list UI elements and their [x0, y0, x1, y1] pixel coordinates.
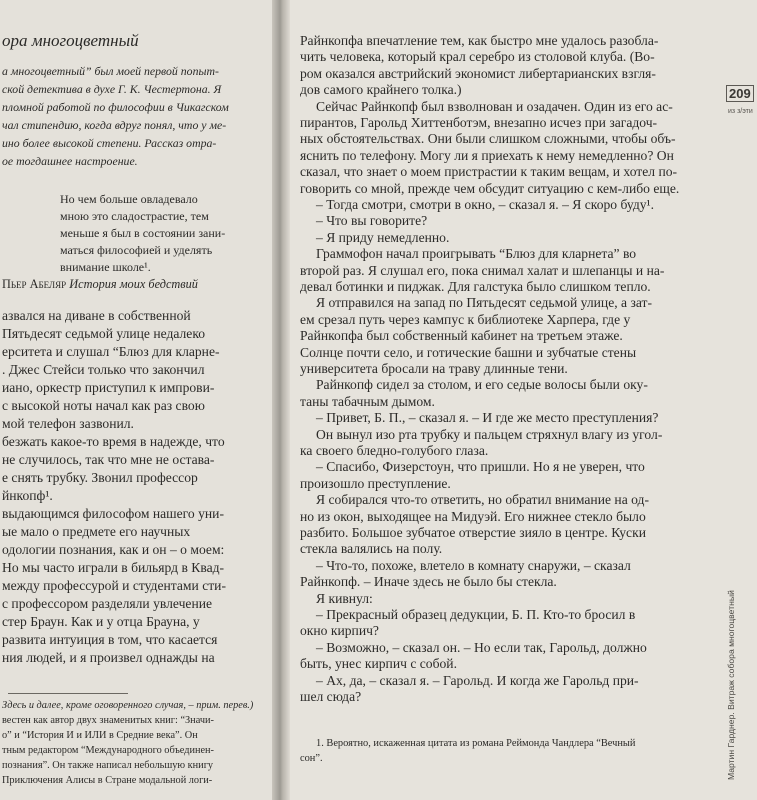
body-line: дов самого крайнего толка.)	[300, 82, 462, 98]
body-line: – Возможно, – сказал он. – Но если так, Гарольд, должно	[316, 639, 647, 655]
body-line: Но мы часто играли в бильярд в Квад-	[2, 560, 225, 575]
body-line: – Что-то, похоже, влетело в комнату снаружи, – сказал	[316, 557, 631, 573]
intro-line: ино более высокой степени. Рассказ отра-	[2, 136, 217, 150]
epigraph-source: История моих бедствий	[69, 277, 198, 291]
epigraph-line: Но чем больше овладевало	[60, 192, 198, 206]
body-line: – Спасибо, Физерстоун, что пришли. Но я не уверен, что	[316, 459, 645, 475]
body-line: ных обстоятельствах. Они были слишком сложными, чтобы объ-	[300, 131, 676, 147]
body-line: – Тогда смотри, смотри в окно, – сказал я. – Я скоро буду¹.	[316, 197, 655, 212]
body-line: таны табачным дымом.	[300, 393, 435, 409]
epigraph-line: мною это сладострастие, тем	[60, 209, 209, 223]
epigraph-author: Пьер Абеляр	[2, 277, 67, 291]
body-line: Райнкопф. – Иначе здесь не было бы стекла.	[300, 574, 557, 590]
note-line: Приключения Алисы в Стране модальной логи-	[2, 775, 213, 786]
body-line: стекла валялись на полу.	[300, 541, 443, 557]
page-number: 209	[726, 86, 754, 101]
body-line: ния людей, и я произвел однажды на	[2, 650, 215, 665]
note-line: о” и “История И и ИЛИ в Средние века”. Он	[2, 730, 198, 741]
body-line: ем срезал путь через кампус к библиотеке Харпера, где у	[300, 311, 631, 327]
body-line: – Прекрасный образец дедукции, Б. П. Кто-то бросил в	[316, 607, 636, 622]
body-line: мой телефон зазвонил.	[2, 416, 134, 431]
book-gutter	[272, 0, 290, 800]
body-line: Граммофон начал проигрывать “Блюз для кларнета” во	[316, 246, 637, 262]
body-line: Он вынул изо рта трубку и пальцем стряхнул влагу из угол-	[316, 426, 663, 442]
intro-line: чал стипендию, когда вдруг понял, что у ме-	[2, 118, 227, 132]
body-line: произошло преступление.	[300, 475, 451, 491]
body-line: быть, унес кирпич с собой.	[300, 656, 457, 672]
body-line: окно кирпич?	[300, 623, 379, 639]
body-line: безжать какое-то время в надежде, что	[2, 434, 225, 449]
intro-line: ое тогдашнее настроение.	[2, 154, 138, 168]
body-line: разбито. Большое зубчатое отверстие зияло в центре. Куски	[300, 525, 646, 540]
body-line: стер Браун. Как и у отца Брауна, у	[2, 614, 200, 629]
body-line: азвался на диване в собственной	[2, 308, 191, 323]
footnote-rule	[8, 693, 128, 694]
body-line: йнкопф¹.	[2, 488, 53, 503]
body-line: говорить со мной, прежде чем обсудит ситуацию с кем-либо еще.	[300, 180, 680, 196]
body-line: ром оказался австрийский экономист либертарианских взгля-	[300, 65, 656, 81]
body-line: ерситета и слушал “Блюз для кларне-	[2, 344, 220, 359]
running-head: Мартин Гарднер. Витраж собора многоцветный	[726, 590, 736, 780]
body-line: но из окон, выходящее на Мидуэй. Его нижнее стекло было	[300, 508, 646, 524]
body-line: – Привет, Б. П., – сказал я. – И где же место преступления?	[316, 410, 659, 426]
body-line: с профессором разделяли увлечение	[2, 596, 213, 611]
epigraph-line: меньше я был в состоянии зани-	[60, 226, 226, 240]
body-line: шел сюда?	[300, 689, 362, 704]
note-line: вестен как автор двух знаменитых книг: “Значи-	[2, 715, 214, 726]
intro-line: ской детектива в духе Г. К. Честертона. Я	[2, 82, 222, 96]
body-line: Я отправился на запад по Пятьдесят седьмой улице, а зат-	[316, 295, 652, 311]
body-line: не случилось, так что мне не остава-	[2, 452, 215, 467]
body-line: Я кивнул:	[316, 590, 373, 606]
body-line: – Я приду немедленно.	[316, 229, 450, 245]
body-line: иано, оркестр приступил к импрови-	[2, 380, 215, 395]
running-tag: из з/эти	[728, 108, 753, 115]
body-line: Я собирался что-то ответить, но обратил внимание на од-	[316, 492, 649, 508]
footnote-line: сон”.	[300, 753, 323, 764]
body-line: пирантов, Гарольд Хиттенботэм, внезапно исчез при загадоч-	[300, 115, 658, 130]
body-line: второй раз. Я слушал его, пока снимал халат и шлепанцы и на-	[300, 262, 665, 278]
right-page	[290, 0, 757, 800]
body-line: выдающимся философом нашего уни-	[2, 506, 224, 521]
body-line: яснить по телефону. Могу ли я приехать к нему немедленно? Он	[300, 147, 674, 163]
chapter-title: ора многоцветный	[2, 31, 139, 50]
intro-line: пломной работой по философии в Чикагском	[2, 100, 229, 114]
body-line: Пятьдесят седьмой улице недалеко	[2, 326, 206, 341]
body-line: – Ах, да, – сказал я. – Гарольд. И когда же Гарольд при-	[316, 672, 639, 688]
body-line: с высокой ноты начал как раз свою	[2, 398, 205, 413]
body-line: Солнце почти село, и готические башни и зубчатые стены	[300, 344, 637, 360]
note-line: познания”. Он также написал небольшую книгу	[2, 760, 214, 771]
body-line: Райнкопф сидел за столом, и его седые волосы были оку-	[316, 377, 648, 393]
epigraph-line: маться философией и уделять	[60, 243, 213, 257]
body-line: ые мало о предмете его научных	[2, 524, 191, 539]
epigraph-line: внимание школе¹.	[60, 260, 151, 274]
body-line: университета бросали на траву длинные тени.	[300, 361, 568, 376]
body-line: сказал, что знает о моем пристрастии к таким вещам, и хотел по-	[300, 164, 678, 180]
body-line: между профессурой и студентами сти-	[2, 578, 226, 593]
body-line: развита интуиция в том, что касается	[2, 632, 218, 647]
body-line: е снять трубку. Звонил профессор	[2, 470, 198, 485]
footnote-line: 1. Вероятно, искаженная цитата из романа Реймонда Чандлера “Вечный	[316, 738, 636, 749]
body-line: ка своего бледно-голубого глаза.	[300, 443, 489, 458]
note-line: тным редактором “Международного объединен-	[2, 745, 214, 756]
left-page	[0, 0, 272, 800]
body-line: . Джес Стейси только что закончил	[2, 362, 205, 377]
body-line: одологии познания, как и он – о моем:	[2, 542, 225, 557]
epigraph-attribution	[2, 275, 198, 293]
body-line: – Что вы говорите?	[316, 213, 428, 229]
body-line: Райнкопфа впечатление тем, как быстро мне удалось разобла-	[300, 33, 659, 48]
intro-line: а многоцветный” был моей первой попыт-	[2, 64, 219, 78]
note-line: Здесь и далее, кроме оговоренного случая, – прим. перев.)	[2, 700, 254, 711]
body-line: чить человека, который крал серебро из столовой клуба. (Во-	[300, 49, 655, 65]
body-line: Сейчас Райнкопф был взволнован и озадачен. Один из его ас-	[316, 98, 673, 114]
body-line: девал ботинки и пиджак. Для галстука было слишком тепло.	[300, 279, 651, 294]
body-line: Райнкопфа был собственный кабинет на третьем этаже.	[300, 328, 623, 344]
